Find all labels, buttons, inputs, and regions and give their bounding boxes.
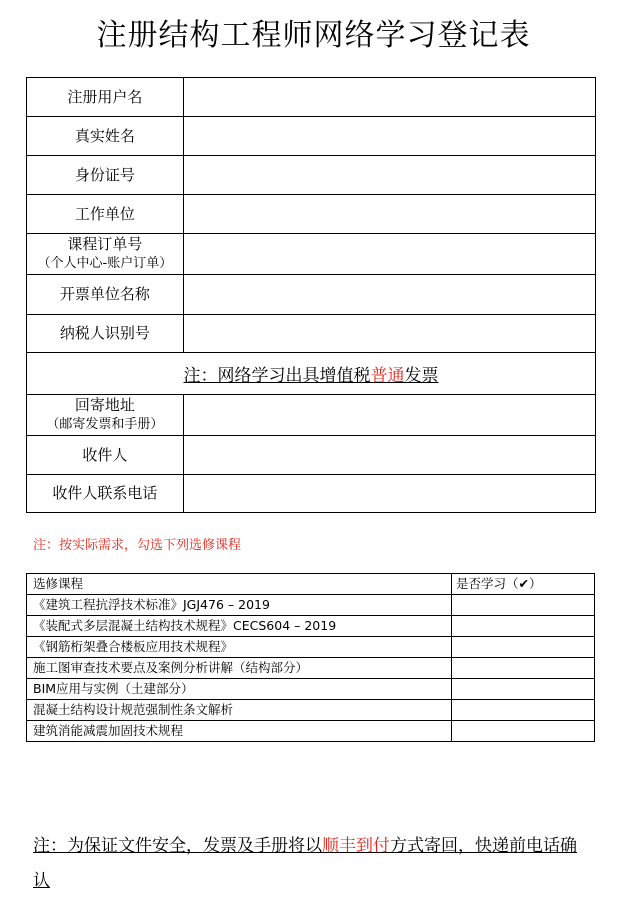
table-row	[27, 616, 595, 637]
shipping-note	[33, 829, 593, 899]
form-row	[27, 436, 596, 475]
form-row	[27, 234, 596, 275]
course-selection-note: 注：按实际需求，勾选下列选修课程	[33, 538, 242, 553]
form-row	[27, 78, 596, 117]
table-row	[27, 700, 595, 721]
field-label-id-number: 身份证号	[27, 156, 184, 195]
invoice-title-field[interactable]	[183, 275, 595, 315]
employer-field[interactable]	[183, 195, 595, 234]
table-row	[27, 595, 595, 616]
course-table-header	[27, 574, 595, 595]
recipient-phone-field[interactable]	[183, 475, 595, 513]
shipping-note-suffix: 方式寄回，快递前电话确认	[33, 836, 577, 891]
course-name: 施工图审查技术要点及案例分析讲解（结构部分）	[27, 658, 452, 679]
course-check-cell[interactable]	[452, 595, 595, 616]
field-label-employer: 工作单位	[27, 195, 184, 234]
form-row	[27, 156, 596, 195]
field-label-real-name: 真实姓名	[27, 117, 184, 156]
invoice-note-prefix: 注：网络学习出具增值税	[183, 366, 371, 386]
form-row	[27, 315, 596, 353]
course-check-cell[interactable]	[452, 721, 595, 742]
course-check-cell[interactable]	[452, 616, 595, 637]
order-number-hint: （个人中心-账户订单）	[37, 256, 173, 271]
field-label-invoice-title: 开票单位名称	[27, 275, 184, 315]
id-number-field[interactable]	[183, 156, 595, 195]
shipping-note-highlight: 顺丰到付	[322, 836, 390, 856]
course-check-cell[interactable]	[452, 700, 595, 721]
invoice-note-suffix: 发票	[404, 366, 439, 386]
order-number-label: 课程订单号	[67, 235, 143, 253]
course-name: BIM应用与实例（土建部分）	[27, 679, 452, 700]
course-name: 建筑消能减震加固技术规程	[27, 721, 452, 742]
field-label-tax-id: 纳税人识别号	[27, 315, 184, 353]
order-number-field[interactable]	[183, 234, 595, 275]
field-label-mailing-address	[27, 395, 184, 436]
field-label-recipient: 收件人	[27, 436, 184, 475]
course-check-cell[interactable]	[452, 658, 595, 679]
table-row	[27, 658, 595, 679]
mailing-address-label: 回寄地址	[74, 396, 135, 414]
mailing-address-hint: （邮寄发票和手册）	[46, 417, 164, 432]
course-name: 《建筑工程抗浮技术标准》JGJ476 – 2019	[27, 595, 452, 616]
study-column-header: 是否学习（✔）	[452, 574, 595, 595]
table-row	[27, 721, 595, 742]
mailing-address-field[interactable]	[183, 395, 595, 436]
course-check-cell[interactable]	[452, 679, 595, 700]
recipient-field[interactable]	[183, 436, 595, 475]
field-label-order-number	[27, 234, 184, 275]
shipping-note-prefix: 注：为保证文件安全，发票及手册将以	[33, 836, 322, 856]
table-row	[27, 637, 595, 658]
form-row	[27, 395, 596, 436]
invoice-note-row	[27, 353, 596, 395]
course-name: 《钢筋桁架叠合楼板应用技术规程》	[27, 637, 452, 658]
invoice-note	[27, 353, 596, 395]
course-name: 混凝土结构设计规范强制性条文解析	[27, 700, 452, 721]
field-label-username: 注册用户名	[27, 78, 184, 117]
invoice-note-highlight: 普通	[370, 366, 405, 386]
table-row	[27, 679, 595, 700]
username-field[interactable]	[183, 78, 595, 117]
real-name-field[interactable]	[183, 117, 595, 156]
form-row	[27, 117, 596, 156]
form-row	[27, 195, 596, 234]
registration-table	[26, 77, 596, 513]
tax-id-field[interactable]	[183, 315, 595, 353]
course-name: 《装配式多层混凝土结构技术规程》CECS604 – 2019	[27, 616, 452, 637]
page-title: 注册结构工程师网络学习登记表	[96, 18, 531, 53]
field-label-recipient-phone: 收件人联系电话	[27, 475, 184, 513]
form-row	[27, 475, 596, 513]
course-check-cell[interactable]	[452, 637, 595, 658]
course-column-header: 选修课程	[27, 574, 452, 595]
form-row	[27, 275, 596, 315]
course-table	[26, 573, 595, 742]
